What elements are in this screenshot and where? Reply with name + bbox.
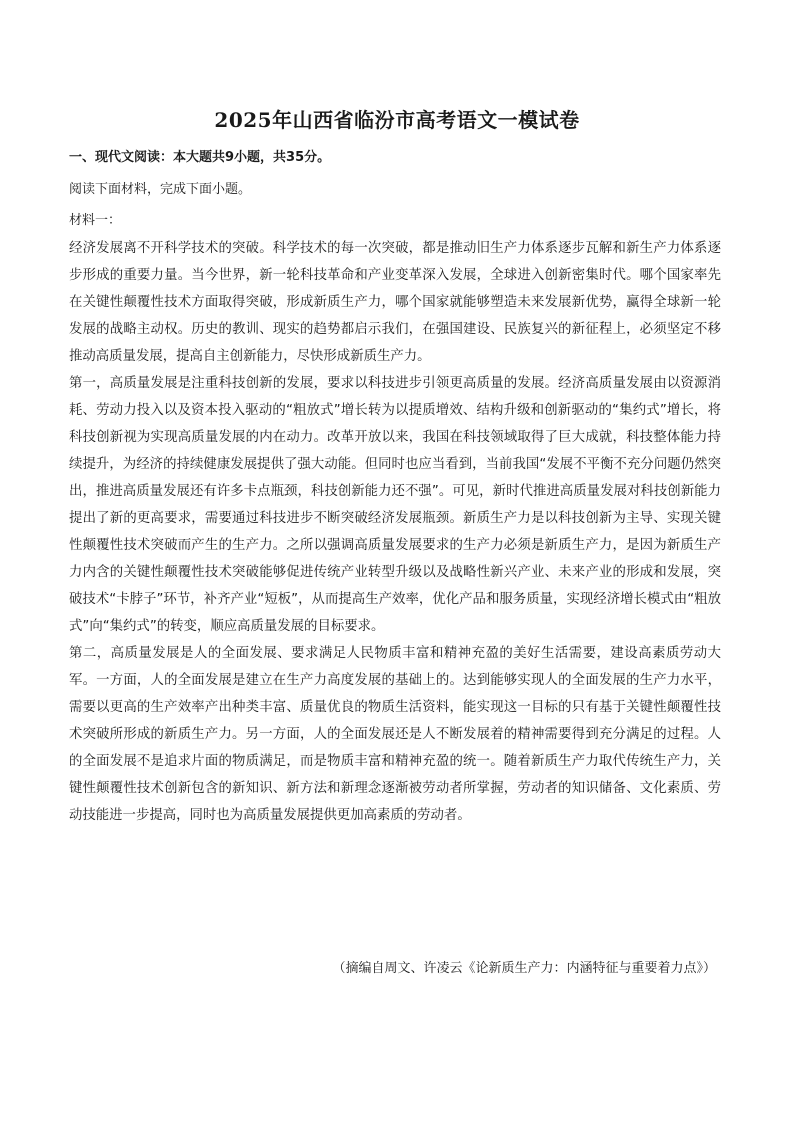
section-heading: 一、现代文阅读：本大题共9小题，共35分。 (69, 150, 331, 165)
page-title: 2025年山西省临汾市高考语文一模试卷 (214, 108, 580, 132)
paragraph-2: 第一，高质量发展是注重科技创新的发展，要求以科技进步引领更高质量的发展。经济高质量发展由以资源消耗、劳动力投入以及资本投入驱动的“粗放式”增长转为以提质增效、结构升级和创新驱动的“集约式”增长，将科技创新视为实现高质量发展的内在动力。改革开放以来，我国在科技领域取得了巨大成就，科技整体能力持续提升，为经济的持续健康发展提供了强大动能。但同时也应当看到，当前我国“发展不平衡不充分问题仍然突出，推进高质量发展还有许多卡点瓶颈，科技创新能力还不强”。可见，新时代推进高质量发展对科技创新能力提出了新的更高要求，需要通过科技进步不断突破经济发展瓶颈。新质生产力是以科技创新为主导、实现关键性颠覆性技术突破而产生的生产力。之所以强调高质量发展要求的生产力必须是新质生产力，是因为新质生产力内含的关键性颠覆性技术突破能够促进传统产业转型升级以及战略性新兴产业、未来产业的形成和发展，突破技术“卡脖子”环节，补齐产业“短板”，从而提高生产效率，优化产品和服务质量，实现经济增长模式由“粗放式”向“集约式”的转变，顺应高质量发展的目标要求。 (69, 376, 721, 634)
material-body (69, 235, 721, 829)
reading-instruction: 阅读下面材料，完成下面小题。 (69, 182, 252, 197)
material-label: 材料一： (69, 213, 122, 228)
paragraph-3: 第二，高质量发展是人的全面发展、要求满足人民物质丰富和精神充盈的美好生活需要，建设高素质劳动大军。一方面，人的全面发展是建立在生产力高度发展的基础上的。达到能够实现人的全面发展的生产力水平，需要以更高的生产效率产出种类丰富、质量优良的物质生活资料，能实现这一目标的只有基于关键性颠覆性技术突破所形成的新质生产力。另一方面，人的全面发展还是人不断发展着的精神需要得到充分满足的过程。人的全面发展不是追求片面的物质满足，而是物质丰富和精神充盈的统一。随着新质生产力取代传统生产力，关键性颠覆性技术创新包含的新知识、新方法和新理念逐渐被劳动者所掌握，劳动者的知识储备、文化素质、劳动技能进一步提高，同时也为高质量发展提供更加高素质的劳动者。 (69, 646, 721, 823)
source-citation: （摘编自周文、许凌云《论新质生产力：内涵特征与重要着力点》） (332, 961, 716, 976)
paragraph-1: 经济发展离不开科学技术的突破。科学技术的每一次突破，都是推动旧生产力体系逐步瓦解和新生产力体系逐步形成的重要力量。当今世界，新一轮科技革命和产业变革深入发展，全球进入创新密集时代。哪个国家率先在关键性颠覆性技术方面取得突破，形成新质生产力，哪个国家就能够塑造未来发展新优势，赢得全球新一轮发展的战略主动权。历史的教训、现实的趋势都启示我们，在强国建设、民族复兴的新征程上，必须坚定不移推动高质量发展，提高自主创新能力，尽快形成新质生产力。 (69, 241, 721, 364)
